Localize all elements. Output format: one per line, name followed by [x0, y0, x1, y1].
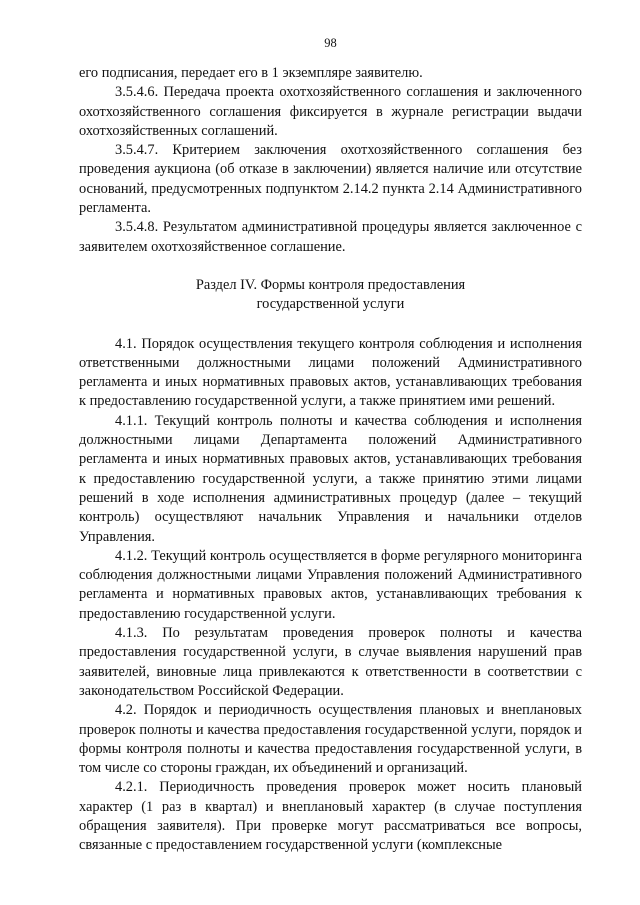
- paragraph: 4.1.3. По результатам проведения проверок полноты и качества предоставления государственной услуги, в случае выявления нарушений прав заявителей, виновные лица привлекаются к ответственности в соответствии с законодательством Российской Федерации.: [79, 625, 582, 699]
- section-title: [79, 276, 582, 315]
- paragraph: 4.2. Порядок и периодичность осуществления плановых и внеплановых проверок полноты и качества предоставления государственной услуги, порядок и формы контроля полноты и качества предоставления государственной услуги, в том числе со стороны граждан, их объединений и организаций.: [79, 702, 582, 777]
- paragraph: 4.1.2. Текущий контроль осуществляется в форме регулярного мониторинга соблюдения должностными лицами Управления положений Административного регламента и нормативных правовых актов, устанавливающих требования к предоставлению государственной услуги.: [79, 547, 582, 622]
- document-body: [79, 64, 582, 856]
- paragraph: 3.5.4.6. Передача проекта охотхозяйственного соглашения и заключенного охотхозяйственного соглашения фиксируется в журнале регистрации выдачи охотхозяйственных соглашений.: [79, 84, 582, 139]
- paragraph: 3.5.4.8. Результатом административной процедуры является заключенное с заявителем охотхозяйственное соглашение.: [79, 219, 582, 255]
- paragraph: 4.1. Порядок осуществления текущего контроля соблюдения и исполнения ответственными должностными лицами положений Административного регламента и иных нормативных правовых актов, устанавливающих требования к предоставлению государственной услуги, а также принятием ими решений.: [79, 335, 582, 410]
- paragraph: 3.5.4.7. Критерием заключения охотхозяйственного соглашения без проведения аукциона (об отказе в заключении) является наличие или отсутствие оснований, предусмотренных подпунктом 2.14.2 пункта 2.14 Административного регламента.: [79, 142, 582, 217]
- paragraph: 4.1.1. Текущий контроль полноты и качества соблюдения и исполнения должностными лицами Департамента положений Административного регламента и иных нормативных правовых актов, устанавливающих требования к предоставлению государственной услуги, а также принятию этими лицами решений в ходе исполнения административных процедур (далее – текущий контроль) осуществляют начальник Управления и начальники отделов Управления.: [79, 412, 582, 545]
- paragraphs-after-section: [79, 335, 582, 856]
- page-number: 98: [324, 36, 337, 50]
- paragraph: его подписания, передает его в 1 экземпляре заявителю.: [79, 65, 423, 81]
- section-title-line-1: Раздел IV. Формы контроля предоставления: [195, 276, 466, 293]
- paragraph: 4.2.1. Периодичность проведения проверок может носить плановый характер (1 раз в квартал) и внеплановый характер (в случае поступления обращения заявителя). При проверке могут рассматриваться все вопросы, связанные с предоставлением государственной услуги (комплексные: [79, 779, 582, 854]
- section-title-line-2: государственной услуги: [256, 296, 405, 313]
- paragraphs-before-section: [79, 64, 582, 257]
